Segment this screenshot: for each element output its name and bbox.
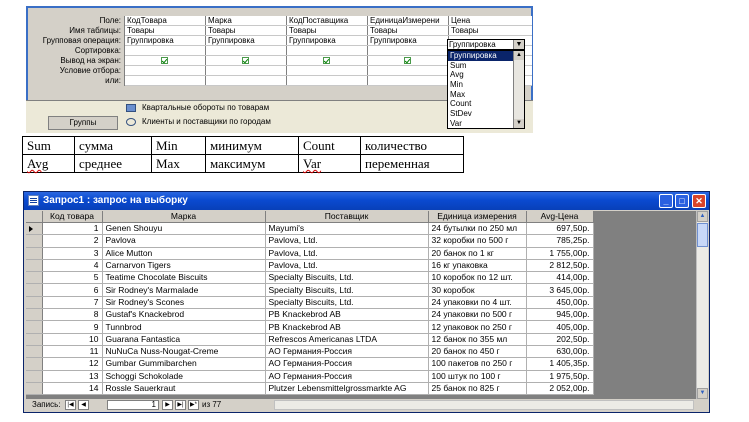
cell-value: 405,00р. bbox=[556, 321, 590, 332]
table-cell[interactable] bbox=[42, 235, 102, 247]
row-selector[interactable] bbox=[26, 284, 42, 296]
vertical-scrollbar[interactable] bbox=[696, 211, 708, 399]
table-row[interactable] bbox=[26, 358, 593, 370]
table-cell[interactable] bbox=[42, 284, 102, 296]
query-list-item[interactable] bbox=[126, 102, 269, 114]
cell-value: Refrescos Americanas LTDA bbox=[268, 333, 377, 344]
query-list-label: Клиенты и поставщики по городам bbox=[142, 117, 271, 126]
table-row[interactable] bbox=[26, 382, 593, 394]
function-name: Sum bbox=[23, 137, 75, 155]
table-cell[interactable] bbox=[265, 345, 428, 357]
or-cell[interactable] bbox=[206, 76, 287, 85]
cell-value: 1 405,35р. bbox=[549, 358, 590, 369]
cell-value: 2 bbox=[93, 235, 99, 246]
cell-value: 24 упаковки по 4 шт. bbox=[431, 296, 512, 307]
groups-button[interactable]: Группы bbox=[48, 116, 118, 130]
row-selector[interactable] bbox=[26, 321, 42, 333]
datasheet-area bbox=[26, 211, 696, 399]
dropdown-option[interactable]: StDev bbox=[450, 109, 472, 119]
table-cell[interactable] bbox=[42, 345, 102, 357]
cell-value: 25 банок по 825 г bbox=[431, 383, 500, 393]
field-cell[interactable]: Марка bbox=[206, 16, 287, 25]
row-label-or: или: bbox=[105, 76, 121, 85]
table-cell[interactable] bbox=[42, 259, 102, 271]
row-selector[interactable] bbox=[26, 382, 42, 394]
table-cell[interactable] bbox=[42, 223, 102, 235]
table-cell[interactable] bbox=[428, 296, 526, 308]
function-meaning: количество bbox=[361, 137, 464, 155]
table-cell[interactable] bbox=[526, 296, 593, 308]
cell-value: Genen Shouyu bbox=[105, 223, 163, 234]
close-button[interactable]: ✕ bbox=[692, 194, 706, 208]
row-labels bbox=[28, 16, 123, 86]
row-label-criteria: Условие отбора: bbox=[59, 66, 121, 75]
table-row[interactable] bbox=[26, 235, 593, 247]
table-cell[interactable] bbox=[102, 247, 265, 259]
sort-cell[interactable] bbox=[287, 46, 368, 55]
cell-value: 14 bbox=[89, 383, 99, 393]
table-cell[interactable] bbox=[526, 235, 593, 247]
table-cell[interactable] bbox=[42, 358, 102, 370]
cell-value: AO Германия-Россия bbox=[268, 346, 352, 357]
table-cell[interactable] bbox=[265, 223, 428, 235]
table-cell[interactable] bbox=[42, 370, 102, 382]
criteria-cell[interactable] bbox=[125, 66, 206, 75]
cell-value: 785,25р. bbox=[556, 235, 590, 246]
table-row[interactable] bbox=[26, 272, 593, 284]
row-label-show: Вывод на экран: bbox=[60, 56, 121, 65]
cell-value: Rossle Sauerkraut bbox=[105, 383, 176, 393]
field-row bbox=[125, 16, 532, 26]
table-row[interactable] bbox=[26, 370, 593, 382]
function-name: Min bbox=[152, 137, 206, 155]
window-titlebar[interactable] bbox=[24, 192, 709, 210]
cell-value: AO Германия-Россия bbox=[268, 358, 352, 369]
functions-row bbox=[23, 137, 464, 155]
cell-value: 4 bbox=[93, 260, 99, 271]
cell-value: Pavlova, Ltd. bbox=[268, 260, 318, 271]
first-record-icon[interactable]: |◀ bbox=[65, 400, 76, 410]
table-cell[interactable] bbox=[526, 223, 593, 235]
group-cell[interactable]: Группировка bbox=[125, 36, 206, 45]
cell-value: 630,00р. bbox=[556, 346, 590, 357]
table-row bbox=[125, 26, 532, 36]
table-cell[interactable] bbox=[102, 358, 265, 370]
table-cell[interactable] bbox=[526, 284, 593, 296]
query-list-item[interactable] bbox=[126, 116, 271, 128]
cell-value: Guarana Fantastica bbox=[105, 333, 181, 344]
table-cell[interactable] bbox=[42, 333, 102, 345]
table-row[interactable] bbox=[26, 284, 593, 296]
cell-value: 9 bbox=[93, 321, 99, 332]
table-cell[interactable] bbox=[265, 296, 428, 308]
group-cell[interactable]: Группировка bbox=[287, 36, 368, 45]
dropdown-option[interactable]: Группировка bbox=[448, 51, 524, 61]
row-label-group: Групповая операция: bbox=[42, 36, 121, 45]
table-cell[interactable] bbox=[526, 370, 593, 382]
scroll-thumb[interactable] bbox=[697, 223, 708, 247]
cell-value: PB Knackebrod AB bbox=[268, 309, 341, 320]
table-row[interactable] bbox=[26, 296, 593, 308]
column-header[interactable]: Единица измерения bbox=[428, 211, 526, 223]
cell-value: Pavlova, Ltd. bbox=[268, 235, 318, 246]
cell-value: 2 812,50р. bbox=[549, 260, 590, 271]
cell-value: 8 bbox=[93, 309, 99, 320]
dropdown-option[interactable]: Min bbox=[450, 80, 463, 90]
table-cell[interactable] bbox=[428, 370, 526, 382]
row-label-field: Поле: bbox=[99, 16, 121, 25]
cell-value: Carnarvon Tigers bbox=[105, 260, 171, 271]
current-record-icon bbox=[29, 226, 33, 232]
cell-value: 10 bbox=[89, 333, 99, 344]
column-header[interactable]: Avg-Цена bbox=[526, 211, 593, 223]
new-record-icon[interactable]: ▶* bbox=[188, 400, 199, 410]
cell-value: Schoggi Schokolade bbox=[105, 370, 184, 381]
chevron-down-icon[interactable]: ▼ bbox=[513, 40, 524, 49]
show-checkbox[interactable] bbox=[242, 57, 249, 64]
table-cell[interactable] bbox=[526, 259, 593, 271]
table-cell[interactable] bbox=[265, 333, 428, 345]
table-cell[interactable] bbox=[265, 382, 428, 394]
cell-value: 100 пакетов по 250 г bbox=[431, 358, 513, 369]
table-cell[interactable]: Товары bbox=[368, 26, 449, 35]
group-operation-combobox[interactable] bbox=[447, 39, 525, 50]
table-cell[interactable] bbox=[265, 259, 428, 271]
row-selector[interactable] bbox=[26, 223, 42, 235]
field-cell[interactable]: КодПоставщика bbox=[287, 16, 368, 25]
last-record-icon[interactable]: ▶| bbox=[175, 400, 186, 410]
table-row[interactable] bbox=[26, 247, 593, 259]
or-cell[interactable] bbox=[368, 76, 449, 85]
show-cell bbox=[368, 56, 449, 65]
table-row[interactable] bbox=[26, 345, 593, 357]
cell-value: Mayumi's bbox=[268, 223, 305, 234]
query-window-icon bbox=[28, 195, 39, 206]
query-datasheet-window bbox=[23, 191, 710, 413]
show-checkbox[interactable] bbox=[404, 57, 411, 64]
dropdown-option[interactable]: Var bbox=[450, 118, 462, 128]
cell-value: Tunnbrod bbox=[105, 321, 142, 332]
table-cell[interactable] bbox=[428, 333, 526, 345]
row-selector[interactable] bbox=[26, 247, 42, 259]
cell-value: 32 коробки по 500 г bbox=[431, 235, 509, 246]
table-cell[interactable]: Товары bbox=[287, 26, 368, 35]
dropdown-option[interactable]: Count bbox=[450, 99, 472, 109]
criteria-cell[interactable] bbox=[206, 66, 287, 75]
row-selector[interactable] bbox=[26, 370, 42, 382]
record-label: Запись: bbox=[32, 400, 61, 409]
cell-value: 3 bbox=[93, 247, 99, 258]
table-row[interactable] bbox=[26, 259, 593, 271]
table-cell[interactable]: Товары bbox=[125, 26, 206, 35]
cell-value: Plutzer Lebensmittelgrossmarkte AG bbox=[268, 383, 407, 393]
cell-value: Pavlova, Ltd. bbox=[268, 247, 318, 258]
record-count: из 77 bbox=[202, 400, 222, 409]
table-cell[interactable] bbox=[428, 223, 526, 235]
table-cell[interactable] bbox=[265, 284, 428, 296]
previous-record-icon[interactable]: ◀ bbox=[78, 400, 89, 410]
table-cell[interactable] bbox=[102, 235, 265, 247]
function-name: Count bbox=[299, 137, 361, 155]
or-cell[interactable] bbox=[125, 76, 206, 85]
criteria-cell[interactable] bbox=[287, 66, 368, 75]
cell-value: Sir Rodney's Scones bbox=[105, 296, 185, 307]
row-selector[interactable] bbox=[26, 345, 42, 357]
table-cell[interactable] bbox=[265, 272, 428, 284]
function-name bbox=[299, 155, 361, 173]
table-cell[interactable] bbox=[526, 345, 593, 357]
datasheet-table bbox=[26, 211, 594, 395]
field-cell[interactable]: КодТовара bbox=[125, 16, 206, 25]
function-meaning: переменная bbox=[361, 155, 464, 173]
row-selector[interactable] bbox=[26, 309, 42, 321]
cell-value: 30 коробок bbox=[431, 284, 475, 295]
table-cell[interactable] bbox=[102, 284, 265, 296]
cell-value: 24 бутылки по 250 мл bbox=[431, 223, 518, 234]
cell-value: 1 755,00р. bbox=[549, 247, 590, 258]
sort-cell[interactable] bbox=[125, 46, 206, 55]
cell-value: 20 банок по 450 г bbox=[431, 346, 500, 357]
row-selector[interactable] bbox=[26, 272, 42, 284]
row-selector[interactable] bbox=[26, 333, 42, 345]
table-cell[interactable] bbox=[42, 382, 102, 394]
function-name-text: Var bbox=[303, 156, 322, 171]
show-checkbox[interactable] bbox=[161, 57, 168, 64]
table-cell[interactable] bbox=[428, 272, 526, 284]
cell-value: 414,00р. bbox=[556, 272, 590, 283]
field-cell[interactable]: ЕдиницаИзмерени bbox=[368, 16, 449, 25]
table-row[interactable] bbox=[26, 223, 593, 235]
sort-cell[interactable] bbox=[206, 46, 287, 55]
table-cell[interactable] bbox=[428, 382, 526, 394]
show-cell bbox=[125, 56, 206, 65]
table-cell[interactable] bbox=[42, 321, 102, 333]
row-label-sort: Сортировка: bbox=[74, 46, 121, 55]
cell-value: Specialty Biscuits, Ltd. bbox=[268, 284, 354, 295]
table-cell[interactable] bbox=[428, 309, 526, 321]
function-name bbox=[23, 155, 75, 173]
next-record-icon[interactable]: ▶ bbox=[162, 400, 173, 410]
table-cell[interactable] bbox=[428, 235, 526, 247]
or-cell[interactable] bbox=[287, 76, 368, 85]
column-header[interactable]: Марка bbox=[102, 211, 265, 223]
cell-value: Specialty Biscuits, Ltd. bbox=[268, 296, 354, 307]
row-selector[interactable] bbox=[26, 358, 42, 370]
table-cell[interactable]: Товары bbox=[206, 26, 287, 35]
group-cell[interactable]: Группировка bbox=[206, 36, 287, 45]
table-cell[interactable] bbox=[102, 296, 265, 308]
table-cell[interactable] bbox=[428, 358, 526, 370]
function-meaning: минимум bbox=[206, 137, 299, 155]
table-cell[interactable] bbox=[102, 345, 265, 357]
field-cell[interactable]: Цена bbox=[451, 16, 471, 25]
cell-value: Teatime Chocolate Biscuits bbox=[105, 272, 208, 283]
record-navigation-bar bbox=[26, 399, 708, 411]
table-cell[interactable] bbox=[265, 247, 428, 259]
cell-value: 20 банок по 1 кг bbox=[431, 247, 494, 258]
cell-value: 12 банок по 355 мл bbox=[431, 333, 508, 344]
table-cell[interactable] bbox=[428, 259, 526, 271]
table-cell[interactable] bbox=[42, 296, 102, 308]
datasheet-body bbox=[26, 223, 593, 395]
function-name-text: Avg bbox=[27, 156, 49, 171]
table-cell[interactable] bbox=[42, 247, 102, 259]
cell-value: 450,00р. bbox=[556, 296, 590, 307]
function-name: Max bbox=[152, 155, 206, 173]
column-header[interactable]: Поставщик bbox=[265, 211, 428, 223]
table-cell[interactable] bbox=[102, 333, 265, 345]
cell-value: AO Германия-Россия bbox=[268, 370, 352, 381]
table-cell[interactable] bbox=[102, 370, 265, 382]
window-title: Запрос1 : запрос на выборку bbox=[43, 195, 188, 206]
table-cell[interactable] bbox=[42, 272, 102, 284]
maximize-button[interactable]: □ bbox=[675, 194, 689, 208]
dropdown-option[interactable]: Max bbox=[450, 89, 466, 99]
cell-value: PB Knackebrod AB bbox=[268, 321, 341, 332]
cell-value: 6 bbox=[93, 284, 99, 295]
table-cell[interactable] bbox=[428, 284, 526, 296]
function-meaning: сумма bbox=[75, 137, 152, 155]
table-cell[interactable] bbox=[102, 321, 265, 333]
table-cell[interactable] bbox=[102, 223, 265, 235]
show-cell bbox=[287, 56, 368, 65]
row-selector[interactable] bbox=[26, 235, 42, 247]
table-cell[interactable]: Товары bbox=[451, 26, 479, 35]
cell-value: 12 bbox=[89, 358, 99, 369]
table-cell[interactable] bbox=[265, 370, 428, 382]
header-row bbox=[26, 211, 593, 223]
horizontal-scrollbar[interactable] bbox=[274, 400, 694, 410]
cell-value: 11 bbox=[89, 346, 99, 357]
cell-value: Alice Mutton bbox=[105, 247, 153, 258]
table-cell[interactable] bbox=[102, 309, 265, 321]
cell-value: 1 975,50р. bbox=[549, 370, 590, 381]
criteria-cell[interactable] bbox=[368, 66, 449, 75]
minimize-button[interactable]: _ bbox=[659, 194, 673, 208]
scroll-down-icon[interactable]: ▼ bbox=[514, 119, 524, 128]
combobox-value: Группировка bbox=[449, 40, 496, 49]
functions-row bbox=[23, 155, 464, 173]
cell-value: 12 упаковок по 250 г bbox=[431, 321, 513, 332]
table-cell[interactable] bbox=[265, 321, 428, 333]
table-cell[interactable] bbox=[428, 321, 526, 333]
cell-value: 100 штук по 100 г bbox=[431, 370, 501, 381]
table-cell[interactable] bbox=[265, 358, 428, 370]
query-icon bbox=[126, 118, 136, 126]
table-cell[interactable] bbox=[42, 309, 102, 321]
column-header[interactable]: Код товара bbox=[42, 211, 102, 223]
cell-value: 945,00р. bbox=[556, 309, 590, 320]
dropdown-scrollbar[interactable] bbox=[513, 51, 524, 128]
table-cell[interactable] bbox=[265, 309, 428, 321]
table-cell[interactable] bbox=[526, 309, 593, 321]
cell-value: Gumbar Gummibarchen bbox=[105, 358, 197, 369]
aggregate-functions-table bbox=[22, 136, 464, 173]
table-row[interactable] bbox=[26, 309, 593, 321]
query-icon bbox=[126, 104, 136, 112]
scroll-down-icon[interactable]: ▼ bbox=[697, 388, 708, 399]
cell-value: 7 bbox=[93, 296, 99, 307]
table-cell[interactable] bbox=[265, 235, 428, 247]
row-selector[interactable] bbox=[26, 259, 42, 271]
group-operation-dropdown-list bbox=[447, 50, 525, 129]
cell-value: 10 коробок по 12 шт. bbox=[431, 272, 513, 283]
cell-value: Specialty Biscuits, Ltd. bbox=[268, 272, 354, 283]
table-cell[interactable] bbox=[102, 382, 265, 394]
cell-value: 1 bbox=[93, 223, 99, 234]
table-row[interactable] bbox=[26, 333, 593, 345]
function-meaning: максимум bbox=[206, 155, 299, 173]
row-selector[interactable] bbox=[26, 296, 42, 308]
cell-value: 697,50р. bbox=[556, 223, 590, 234]
show-checkbox[interactable] bbox=[323, 57, 330, 64]
table-cell[interactable] bbox=[526, 358, 593, 370]
cell-value: 202,50р. bbox=[556, 333, 590, 344]
scroll-up-icon[interactable]: ▲ bbox=[697, 211, 708, 222]
cell-value: 5 bbox=[93, 272, 99, 283]
table-cell[interactable] bbox=[428, 345, 526, 357]
cell-value: Gustaf's Knackebrod bbox=[105, 309, 185, 320]
cell-value: Sir Rodney's Marmalade bbox=[105, 284, 199, 295]
row-selector-header[interactable] bbox=[26, 211, 42, 223]
cell-value: 2 052,00р. bbox=[549, 383, 590, 393]
cell-value: 13 bbox=[89, 370, 99, 381]
show-cell bbox=[206, 56, 287, 65]
table-cell[interactable] bbox=[526, 272, 593, 284]
table-row[interactable] bbox=[26, 321, 593, 333]
cell-value: 16 кг упаковка bbox=[431, 260, 488, 271]
cell-value: 24 упаковки по 500 г bbox=[431, 309, 513, 320]
cell-value: NuNuCa Nuss-Nougat-Creme bbox=[105, 346, 219, 357]
sort-cell[interactable] bbox=[368, 46, 449, 55]
table-cell[interactable] bbox=[526, 247, 593, 259]
row-label-table: Имя таблицы: bbox=[69, 26, 121, 35]
table-cell[interactable] bbox=[526, 382, 593, 394]
dropdown-option[interactable]: Sum bbox=[450, 60, 467, 70]
function-meaning: среднее bbox=[75, 155, 152, 173]
group-cell[interactable]: Группировка bbox=[368, 36, 449, 45]
query-list-label: Квартальные обороты по товарам bbox=[142, 103, 270, 112]
scroll-up-icon[interactable]: ▲ bbox=[514, 51, 524, 60]
table-cell[interactable] bbox=[526, 321, 593, 333]
record-number-input[interactable]: 1 bbox=[107, 400, 159, 410]
table-cell[interactable] bbox=[102, 272, 265, 284]
table-cell[interactable] bbox=[428, 247, 526, 259]
table-cell[interactable] bbox=[526, 333, 593, 345]
cell-value: 3 645,00р. bbox=[549, 284, 590, 295]
dropdown-option[interactable]: Avg bbox=[450, 70, 464, 80]
table-cell[interactable] bbox=[102, 259, 265, 271]
cell-value: Pavlova bbox=[105, 235, 136, 246]
